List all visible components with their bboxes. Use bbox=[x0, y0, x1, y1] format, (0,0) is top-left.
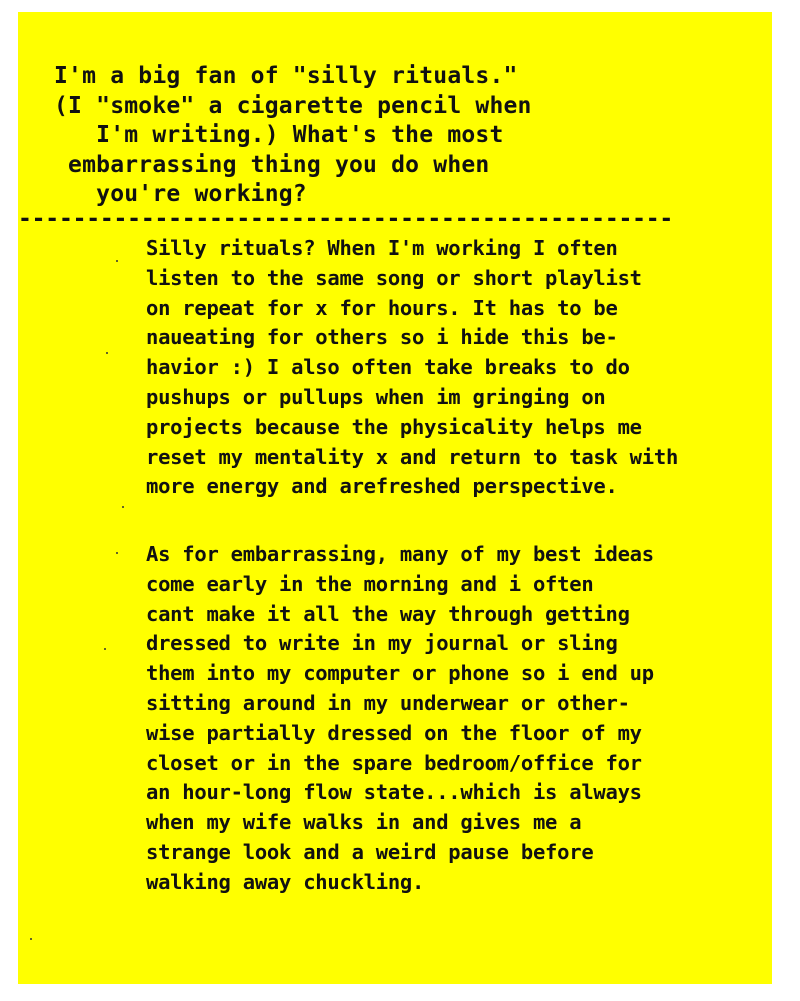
answer-paragraph-1 bbox=[146, 234, 678, 502]
answer-line: when my wife walks in and gives me a bbox=[146, 810, 582, 835]
ink-speck bbox=[104, 648, 106, 650]
question-line: I'm writing.) What's the most bbox=[54, 122, 504, 148]
answer-line: reset my mentality x and return to task with bbox=[146, 444, 679, 469]
answer-line: havior :) I also often take breaks to do bbox=[146, 355, 630, 380]
answer-line: pushups or pullups when im gringing on bbox=[146, 384, 606, 409]
answer-line: naueating for others so i hide this be- bbox=[146, 325, 618, 350]
answer-line: more energy and arefreshed perspective. bbox=[146, 474, 618, 499]
answer-line: strange look and a weird pause before bbox=[146, 839, 594, 864]
dashed-divider: ------------------------------------------------ bbox=[18, 206, 674, 232]
ink-speck bbox=[116, 552, 118, 554]
answer-line: dressed to write in my journal or sling bbox=[146, 631, 618, 656]
question-line: (I "smoke" a cigarette pencil when bbox=[54, 92, 532, 119]
question-line: embarrassing thing you do when bbox=[54, 151, 490, 178]
ink-speck bbox=[122, 506, 124, 508]
answer-line: listen to the same song or short playlist bbox=[146, 265, 642, 290]
ink-speck bbox=[106, 352, 108, 354]
answer-line: Silly rituals? When I'm working I often bbox=[146, 236, 618, 260]
answer-line: walking away chuckling. bbox=[146, 869, 425, 894]
answer-line: sitting around in my underwear or other- bbox=[146, 690, 630, 715]
answer-line: projects because the physicality helps me bbox=[146, 414, 642, 439]
answer-line: wise partially dressed on the floor of my bbox=[146, 720, 642, 745]
ink-speck bbox=[30, 938, 32, 940]
typewritten-page bbox=[18, 12, 772, 984]
ink-speck bbox=[116, 260, 118, 262]
answer-line: them into my computer or phone so i end up bbox=[146, 661, 654, 686]
question-line: I'm a big fan of "silly rituals." bbox=[54, 63, 518, 89]
answer-line: an hour-long flow state...which is always bbox=[146, 780, 642, 805]
answer-line: on repeat for x for hours. It has to be bbox=[146, 295, 618, 320]
question-line: you're working? bbox=[54, 181, 307, 207]
answer-paragraph-2 bbox=[146, 540, 654, 898]
answer-line: cant make it all the way through getting bbox=[146, 601, 630, 626]
question-block bbox=[54, 62, 532, 210]
answer-line: closet or in the spare bedroom/office for bbox=[146, 750, 642, 775]
answer-line: come early in the morning and i often bbox=[146, 571, 594, 596]
answer-line: As for embarrassing, many of my best ideas bbox=[146, 542, 654, 566]
